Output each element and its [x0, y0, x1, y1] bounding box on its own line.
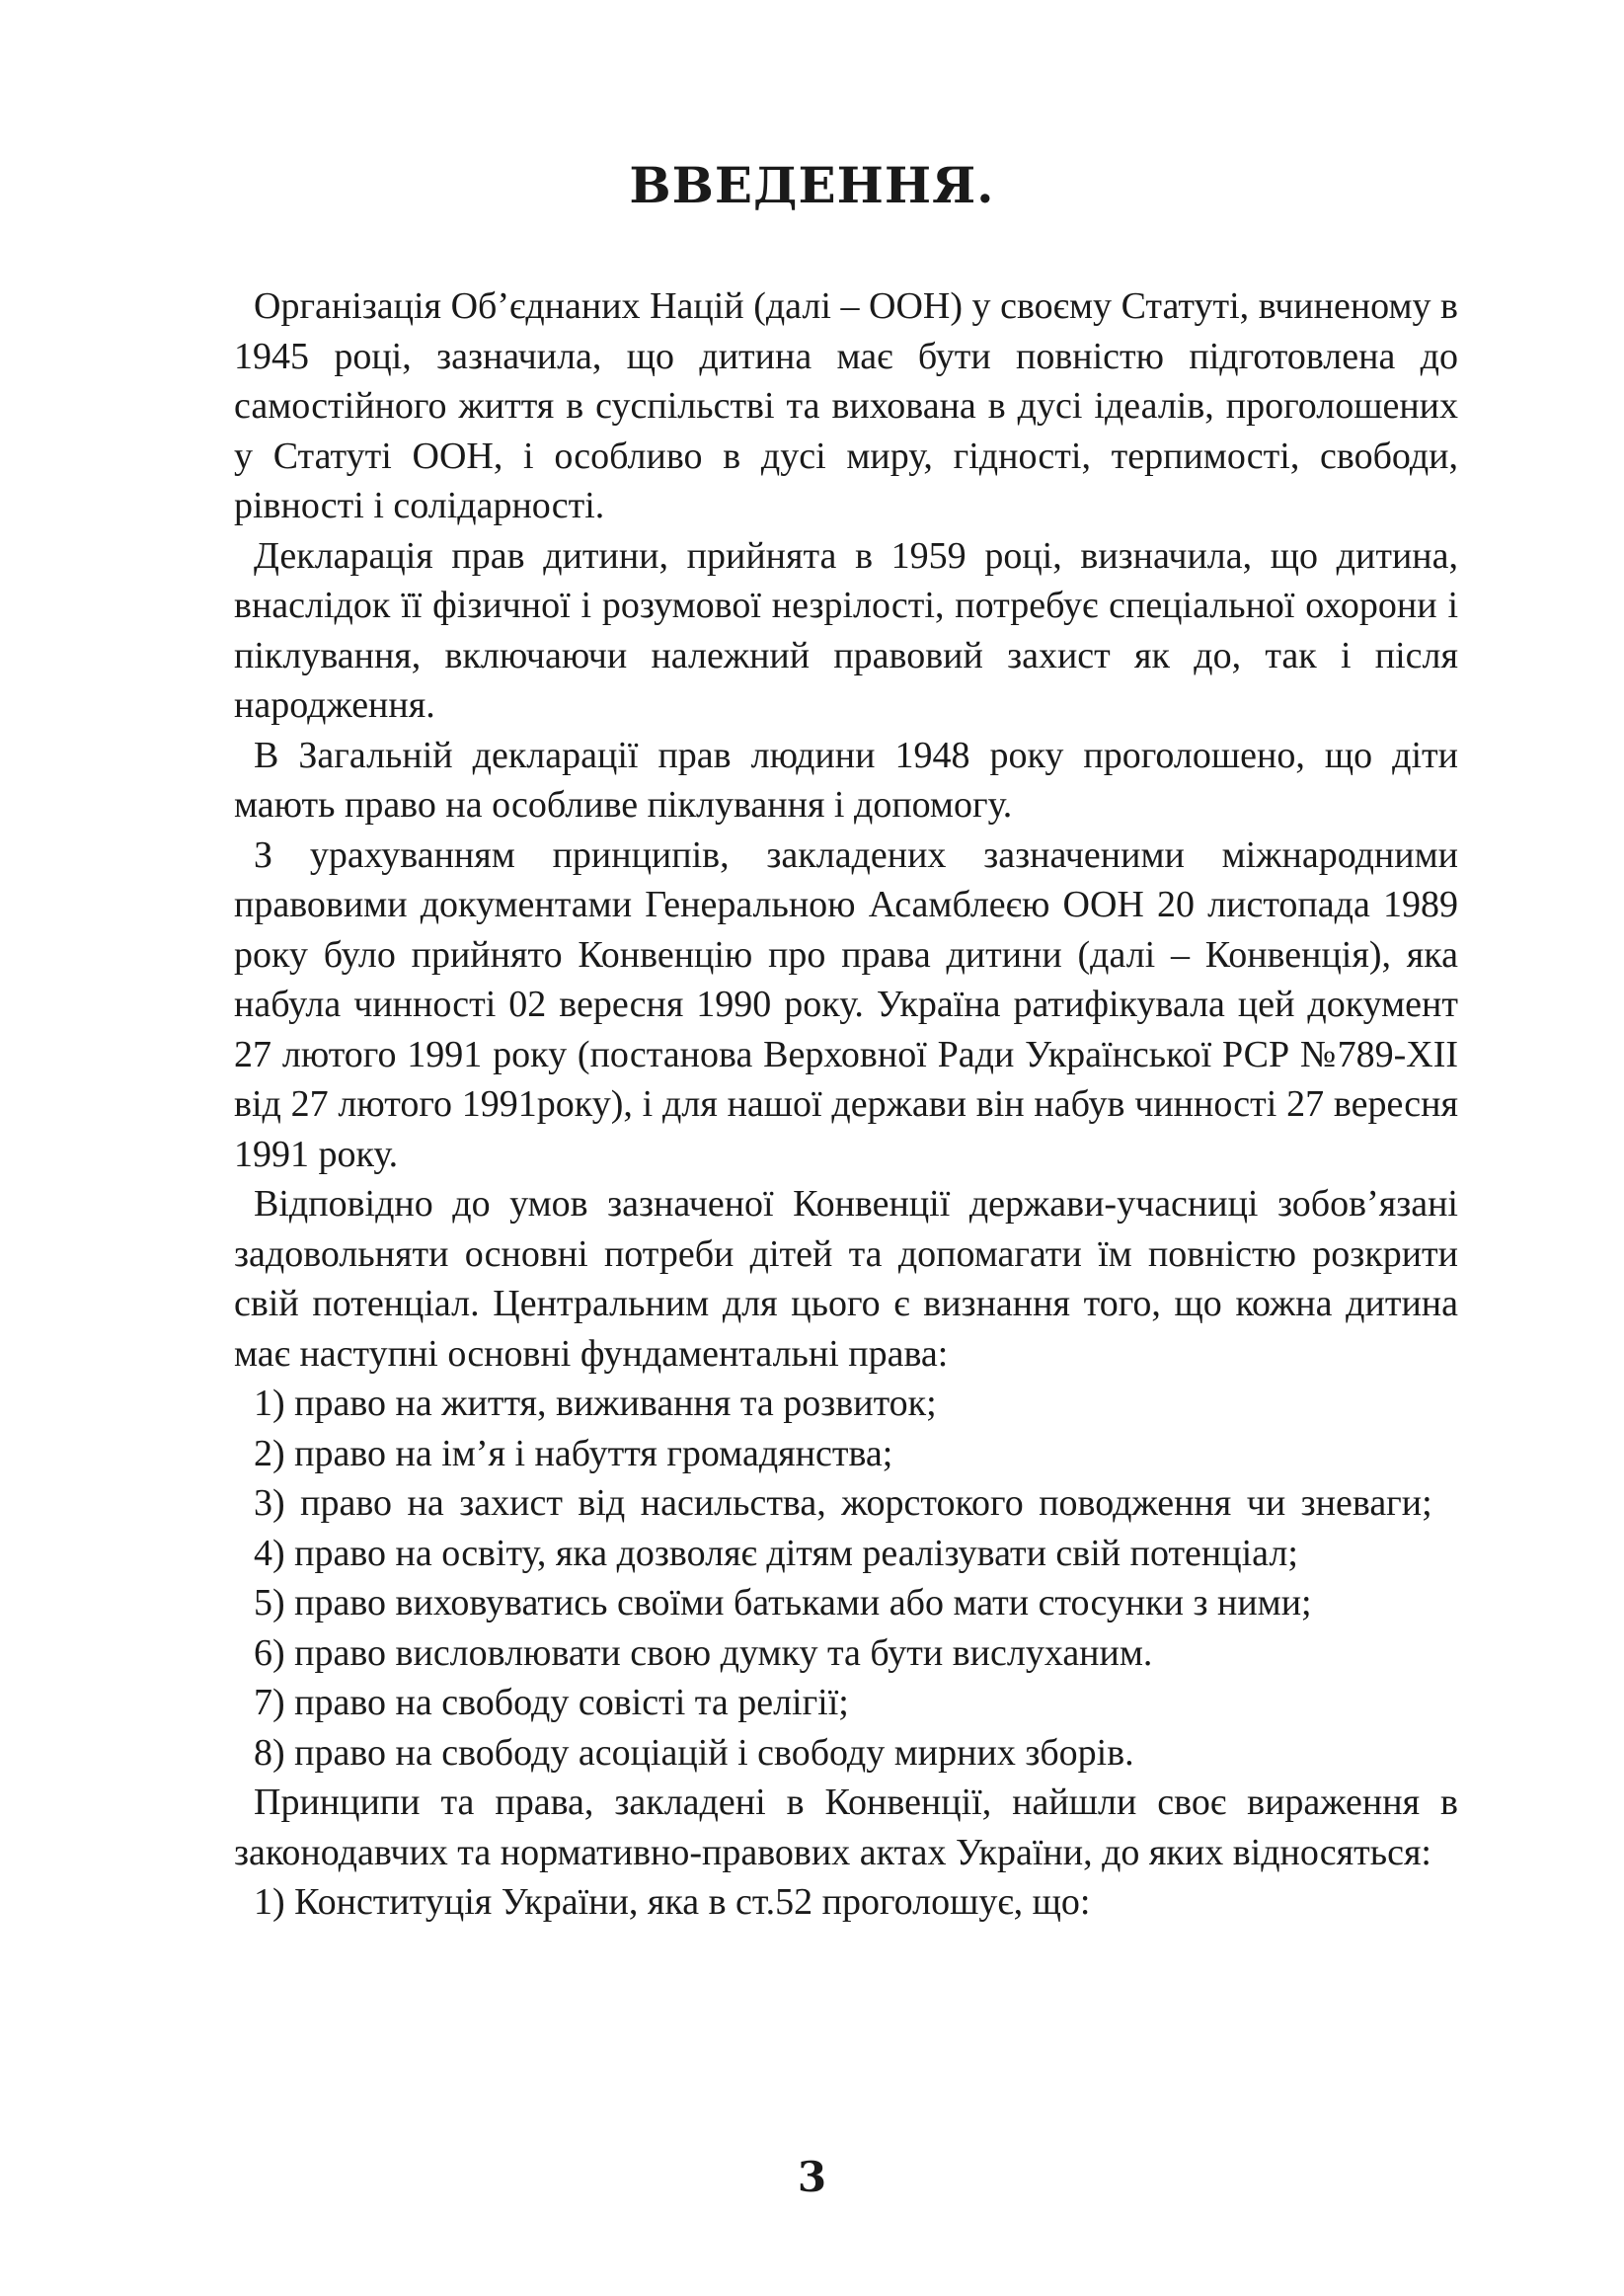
list-item-constitution: 1) Конституція України, яка в ст.52 проголошує, що: — [254, 1881, 1091, 1923]
paragraph-universal-declaration: В Загальній декларації прав людини 1948 року проголошено, що діти мають право на особливе піклування і допомогу. — [234, 734, 1458, 826]
list-item-right-6: 6) право висловлювати свою думку та бути вислуханим. — [254, 1631, 1153, 1674]
list-item-right-8: 8) право на свободу асоціацій і свободу мирних зборів. — [254, 1731, 1134, 1774]
page-number: 3 — [797, 2153, 827, 2201]
list-item-right-5: 5) право виховуватись своїми батьками або мати стосунки з ними; — [254, 1582, 1312, 1623]
list-item-right-1: 1) право на життя, виживання та розвиток; — [254, 1383, 937, 1424]
paragraph-obligations: Відповідно до умов зазначеної Конвенції держави-учасниці зобов’язані задовольняти основні потреби дітей та допомагати їм повністю розкрити свій потенціал. Центральним для цього є визнання того, що кожна дитина має наступні основні фундаментальні права: — [234, 1183, 1458, 1375]
paragraph-declaration-child-rights: Декларація прав дитини, прийнята в 1959 році, визначила, що дитина, внаслідок її фізичної і розумової незрілості, потребує спеціальної охорони і піклування, включаючи належний правовий захист як до, так і після народження. — [234, 534, 1458, 726]
list-item-right-4: 4) право на освіту, яка дозволяє дітям реалізувати свій потенціал; — [254, 1532, 1298, 1574]
list-item-right-7: 7) право на свободу совісті та релігії; — [254, 1682, 849, 1723]
paragraph-un-charter: Організація Об’єднаних Націй (далі – ООН) у своєму Статуті, вчиненому в 1945 році, зазначила, що дитина має бути повністю підготовлена до самостійного життя в суспільстві та вихована в дусі ідеалів, проголошених у Статуті ООН, і особливо в дусі миру, гідності, терпимості, свободи, рівності і солідарності. — [234, 285, 1458, 526]
paragraph-convention: З урахуванням принципів, закладених зазначеними міжнародними правовими документами Генеральною Асамблеєю ООН 20 листопада 1989 року було прийнято Конвенцію про права дитини (далі – Конвенція), яка набула чинності 02 вересня 1990 року. Україна ратифікувала цей документ 27 лютого 1991 року (постанова Верховної Ради Української РСР №789-XII від 27 лютого 1991року), і для нашої держави він набув чинності 27 вересня 1991 року. — [234, 833, 1458, 1175]
list-item-right-3: 3) право на захист від насильства, жорстокого поводження чи зневаги; — [254, 1482, 1432, 1524]
paragraph-ukraine-legislation: Принципи та права, закладені в Конвенції, найшли своє вираження в законодавчих та нормативно-правових актах України, до яких відносяться: — [234, 1781, 1458, 1873]
list-item-right-2: 2) право на ім’я і набуття громадянства; — [254, 1432, 893, 1474]
body-text — [234, 281, 1458, 1928]
page-title: ВВЕДЕННЯ. — [629, 156, 995, 214]
